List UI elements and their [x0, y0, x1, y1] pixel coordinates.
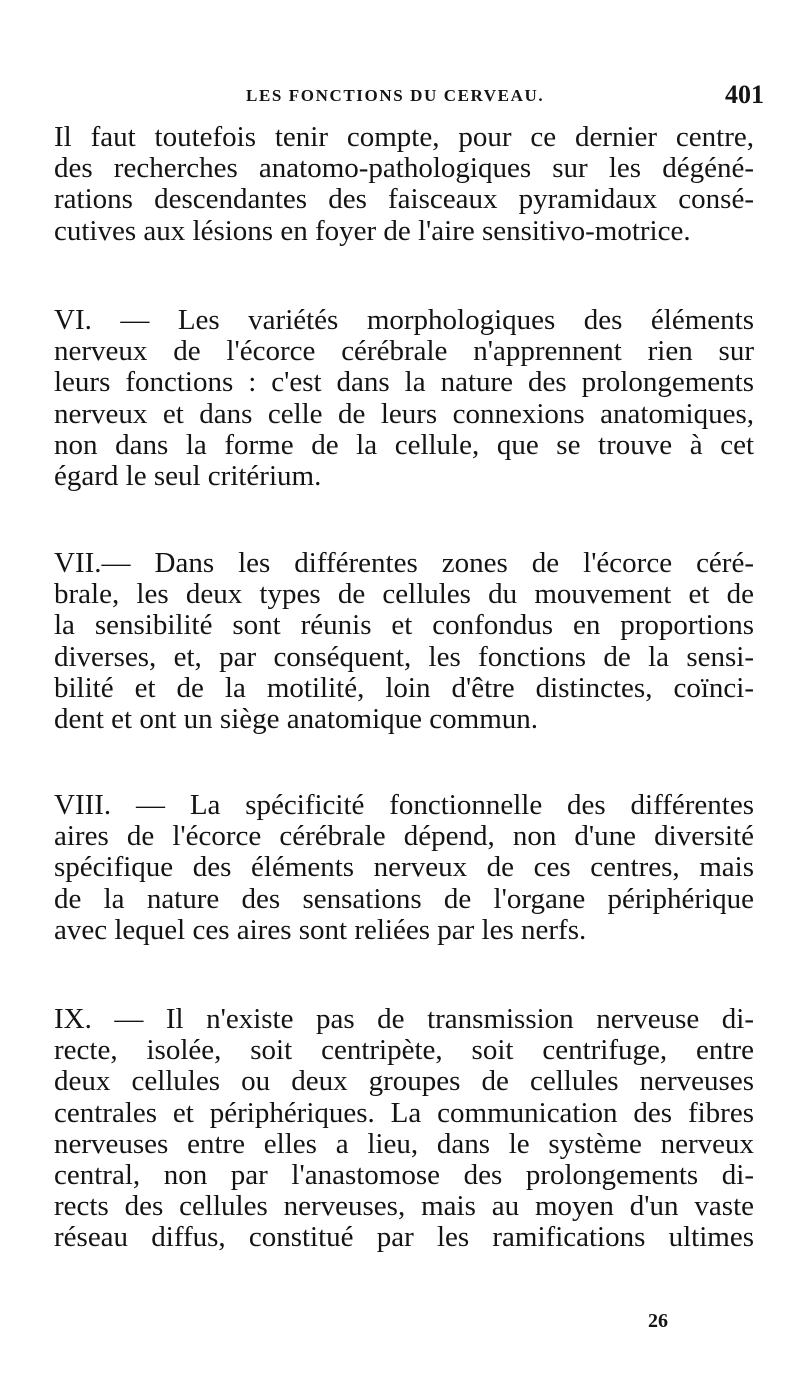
text-line: diverses, et, par conséquent, les fonctions de la sensi-	[54, 640, 754, 673]
text-line: réseau diffus, constitué par les ramifications ultimes	[54, 1221, 754, 1254]
paragraph-vi	[54, 305, 754, 492]
text-line: leurs fonctions : c'est dans la nature des prolongements	[54, 366, 754, 399]
text-line: nerveuses entre elles a lieu, dans le système nerveux	[54, 1127, 754, 1160]
text-line: cutives aux lésions en foyer de l'aire sensitivo-motrice.	[54, 214, 691, 247]
text-line: deux cellules ou deux groupes de cellules nerveuses	[54, 1065, 754, 1098]
paragraph-viii	[54, 790, 754, 946]
text-line: rations descendantes des faisceaux pyramidaux consé-	[54, 183, 754, 216]
text-line: Il faut toutefois tenir compte, pour ce dernier centre,	[54, 121, 754, 153]
text-line: VI. — Les variétés morphologiques des éléments	[54, 304, 754, 336]
text-line: avec lequel ces aires sont reliées par les nerfs.	[54, 913, 587, 946]
text-line: des recherches anatomo-pathologiques sur les dégéné-	[54, 152, 754, 185]
text-line: nerveux et dans celle de leurs connexions anatomiques,	[54, 397, 754, 430]
text-line: IX. — Il n'existe pas de transmission nerveuse di-	[54, 1003, 754, 1035]
paragraph-ix	[54, 1004, 754, 1254]
text-line: la sensibilité sont réunis et confondus en proportions	[54, 609, 754, 642]
text-line: spécifique des éléments nerveux de ces centres, mais	[54, 851, 754, 884]
paragraph-continuation	[54, 122, 754, 247]
text-line: brale, les deux types de cellules du mouvement et de	[54, 578, 754, 611]
text-line: aires de l'écorce cérébrale dépend, non d'une diversité	[54, 820, 754, 853]
running-head	[54, 80, 764, 116]
paragraph-vii	[54, 548, 754, 735]
text-line: de la nature des sensations de l'organe périphérique	[54, 882, 754, 915]
text-line: dent et ont un siège anatomique commun.	[54, 703, 539, 736]
page-number: 401	[725, 80, 764, 109]
text-line: rects des cellules nerveuses, mais au moyen d'un vaste	[54, 1190, 754, 1223]
text-line: égard le seul critérium.	[54, 460, 322, 493]
text-line: VII.— Dans les différentes zones de l'écorce céré-	[54, 547, 754, 579]
text-line: non dans la forme de la cellule, que se trouve à cet	[54, 428, 754, 461]
text-line: centrales et périphériques. La communication des fibres	[54, 1096, 754, 1129]
text-line: bilité et de la motilité, loin d'être distinctes, coïnci-	[54, 671, 754, 704]
running-title: LES FONCTIONS DU CERVEAU.	[246, 86, 545, 105]
signature-mark: 26	[648, 1310, 668, 1332]
text-line: central, non par l'anastomose des prolongements di-	[54, 1159, 754, 1192]
text-line: recte, isolée, soit centripète, soit centrifuge, entre	[54, 1034, 754, 1067]
text-line: nerveux de l'écorce cérébrale n'apprennent rien sur	[54, 335, 754, 368]
text-line: VIII. — La spécificité fonctionnelle des différentes	[54, 789, 754, 821]
